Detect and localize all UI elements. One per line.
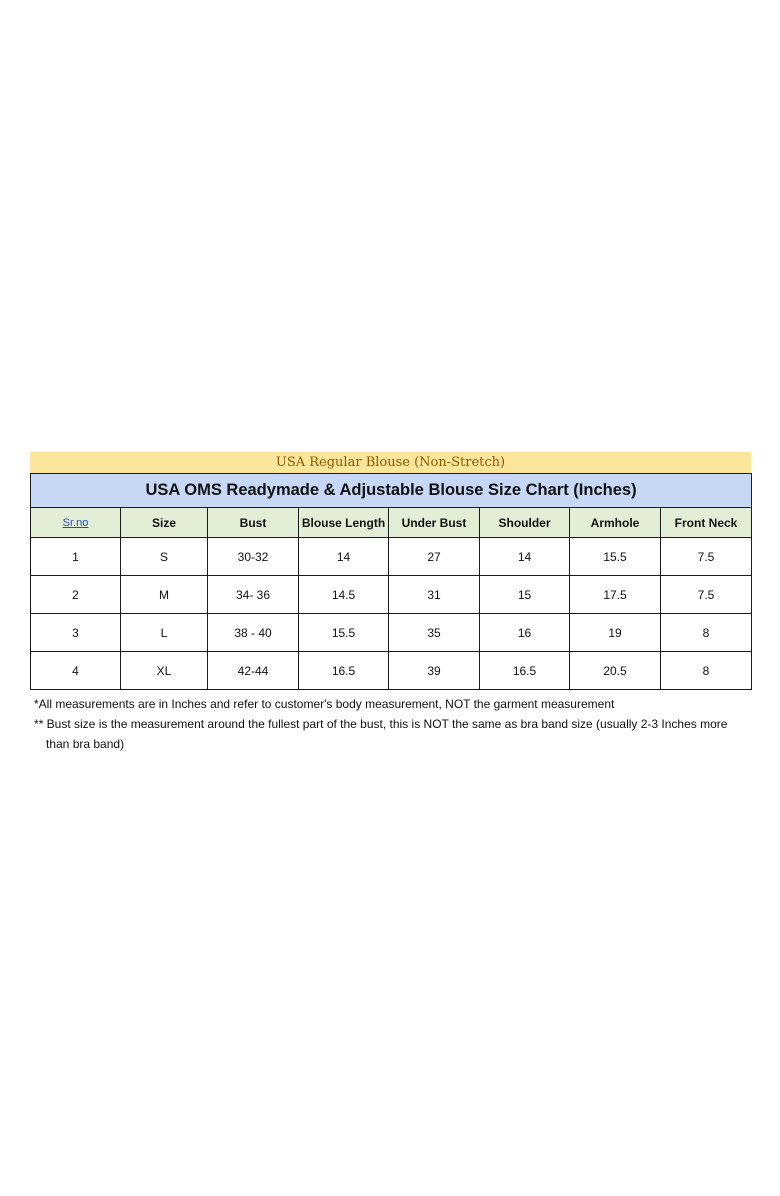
cell-srno: 3 bbox=[31, 614, 121, 652]
size-chart bbox=[30, 452, 751, 690]
cell-size: XL bbox=[121, 652, 208, 690]
band-title: USA Regular Blouse (Non-Stretch) bbox=[30, 452, 751, 473]
cell-shoulder: 14 bbox=[480, 538, 570, 576]
cell-armhole: 19 bbox=[570, 614, 661, 652]
header-shoulder: Shoulder bbox=[480, 508, 570, 538]
cell-bust: 30-32 bbox=[208, 538, 299, 576]
cell-blouse-length: 16.5 bbox=[299, 652, 389, 690]
cell-armhole: 15.5 bbox=[570, 538, 661, 576]
cell-size: M bbox=[121, 576, 208, 614]
table-row bbox=[31, 614, 752, 652]
note-bust-size-continued: than bra band) bbox=[46, 737, 125, 751]
cell-under-bust: 31 bbox=[389, 576, 480, 614]
cell-blouse-length: 14 bbox=[299, 538, 389, 576]
header-armhole: Armhole bbox=[570, 508, 661, 538]
cell-bust: 34- 36 bbox=[208, 576, 299, 614]
cell-armhole: 17.5 bbox=[570, 576, 661, 614]
cell-shoulder: 16.5 bbox=[480, 652, 570, 690]
cell-size: S bbox=[121, 538, 208, 576]
header-row bbox=[31, 508, 752, 538]
cell-under-bust: 35 bbox=[389, 614, 480, 652]
cell-blouse-length: 15.5 bbox=[299, 614, 389, 652]
cell-front-neck: 7.5 bbox=[661, 576, 752, 614]
cell-shoulder: 16 bbox=[480, 614, 570, 652]
cell-bust: 42-44 bbox=[208, 652, 299, 690]
cell-size: L bbox=[121, 614, 208, 652]
note-body-measurement: *All measurements are in Inches and refer to customer's body measurement, NOT the garment measurement bbox=[34, 697, 615, 711]
header-under-bust: Under Bust bbox=[389, 508, 480, 538]
cell-front-neck: 8 bbox=[661, 652, 752, 690]
chart-title: USA OMS Readymade & Adjustable Blouse Size Chart (Inches) bbox=[31, 474, 752, 508]
cell-blouse-length: 14.5 bbox=[299, 576, 389, 614]
header-srno-link[interactable]: Sr.no bbox=[31, 508, 121, 538]
header-blouse-length: Blouse Length bbox=[299, 508, 389, 538]
size-table bbox=[30, 473, 752, 690]
title-row bbox=[31, 474, 752, 508]
cell-under-bust: 27 bbox=[389, 538, 480, 576]
measurement-notes bbox=[34, 694, 746, 754]
cell-under-bust: 39 bbox=[389, 652, 480, 690]
table-row bbox=[31, 576, 752, 614]
table-row bbox=[31, 538, 752, 576]
cell-armhole: 20.5 bbox=[570, 652, 661, 690]
cell-srno: 1 bbox=[31, 538, 121, 576]
table-row bbox=[31, 652, 752, 690]
cell-bust: 38 - 40 bbox=[208, 614, 299, 652]
cell-srno: 2 bbox=[31, 576, 121, 614]
header-bust: Bust bbox=[208, 508, 299, 538]
cell-front-neck: 7.5 bbox=[661, 538, 752, 576]
header-front-neck: Front Neck bbox=[661, 508, 752, 538]
cell-shoulder: 15 bbox=[480, 576, 570, 614]
cell-srno: 4 bbox=[31, 652, 121, 690]
cell-front-neck: 8 bbox=[661, 614, 752, 652]
note-bust-size: ** Bust size is the measurement around the fullest part of the bust, this is NOT the same as bra band size (usually 2-3 Inches more bbox=[34, 717, 728, 731]
header-size: Size bbox=[121, 508, 208, 538]
